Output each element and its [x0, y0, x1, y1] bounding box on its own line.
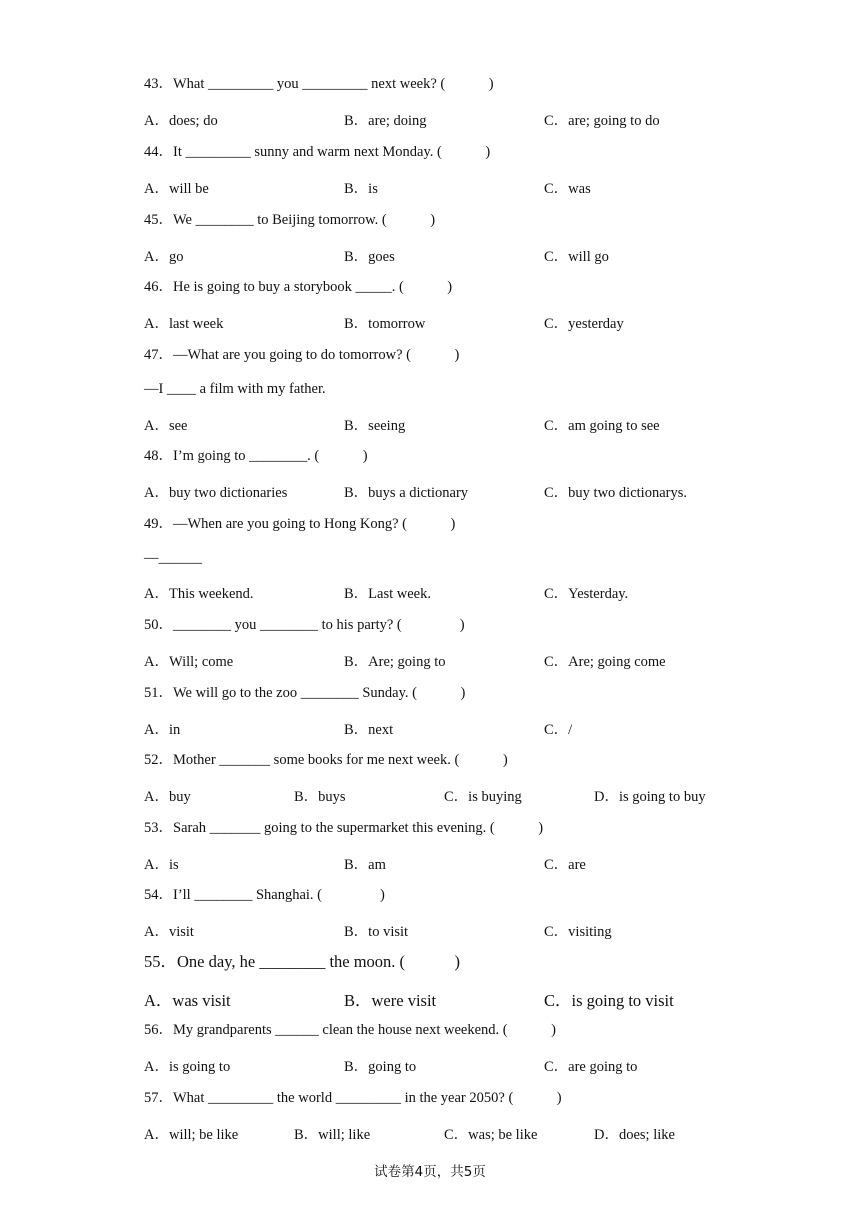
- question-50-stem: 50．________ you ________ to his party? ( ): [144, 617, 465, 633]
- question-53-stem: 53．Sarah _______ going to the supermarket this evening. ( ): [144, 820, 544, 836]
- option-51-b: B．next: [344, 722, 394, 738]
- option-44-b: B．is: [344, 181, 378, 197]
- option-50-c: C．Are; going come: [544, 654, 666, 670]
- option-44-c: C．was: [544, 181, 591, 197]
- option-55-a: A．was visit: [144, 991, 231, 1010]
- option-52-d: D．is going to buy: [594, 789, 706, 805]
- option-45-b: B．goes: [344, 249, 395, 265]
- option-54-b: B．to visit: [344, 924, 409, 940]
- option-49-c: C．Yesterday.: [544, 586, 629, 602]
- option-51-a: A．in: [144, 722, 181, 738]
- question-54-stem: 54．I’ll ________ Shanghai. ( ): [144, 887, 385, 903]
- option-52-a: A．buy: [144, 789, 191, 805]
- option-52-c: C．is buying: [444, 789, 522, 805]
- option-48-a: A．buy two dictionaries: [144, 485, 288, 501]
- option-44-a: A．will be: [144, 181, 209, 197]
- question-46-stem: 46．He is going to buy a storybook _____. ( ): [144, 279, 453, 295]
- option-57-d: D．does; like: [594, 1127, 675, 1143]
- option-55-c: C．is going to visit: [544, 991, 674, 1010]
- question-44-stem: 44．It _________ sunny and warm next Monday. ( ): [144, 144, 491, 160]
- page-footer: 试卷第4页，共5页: [374, 1164, 486, 1180]
- option-47-c: C．am going to see: [544, 418, 660, 434]
- option-49-a: A．This weekend.: [144, 586, 254, 602]
- option-54-a: A．visit: [144, 924, 194, 940]
- option-50-a: A．Will; come: [144, 654, 234, 670]
- question-49-answer-line: —______: [144, 550, 202, 566]
- question-43-stem: 43．What _________ you _________ next week? ( ): [144, 76, 494, 92]
- question-57-stem: 57．What _________ the world _________ in the year 2050? ( ): [144, 1090, 562, 1106]
- option-53-b: B．am: [344, 857, 386, 873]
- option-54-c: C．visiting: [544, 924, 612, 940]
- option-52-b: B．buys: [294, 789, 346, 805]
- option-46-a: A．last week: [144, 316, 224, 332]
- option-56-c: C．are going to: [544, 1059, 638, 1075]
- option-57-c: C．was; be like: [444, 1127, 538, 1143]
- option-48-c: C．buy two dictionarys.: [544, 485, 687, 501]
- option-50-b: B．Are; going to: [344, 654, 446, 670]
- option-43-c: C．are; going to do: [544, 113, 660, 129]
- question-56-stem: 56．My grandparents ______ clean the house next weekend. ( ): [144, 1022, 556, 1038]
- option-57-a: A．will; be like: [144, 1127, 239, 1143]
- option-45-c: C．will go: [544, 249, 609, 265]
- option-55-b: B．were visit: [344, 991, 437, 1010]
- option-43-a: A．does; do: [144, 113, 218, 129]
- option-48-b: B．buys a dictionary: [344, 485, 469, 501]
- option-53-c: C．are: [544, 857, 586, 873]
- option-53-a: A．is: [144, 857, 179, 873]
- question-55-stem: 55．One day, he ________ the moon. ( ): [144, 952, 461, 971]
- option-46-b: B．tomorrow: [344, 316, 426, 332]
- option-45-a: A．go: [144, 249, 184, 265]
- option-47-a: A．see: [144, 418, 188, 434]
- question-45-stem: 45．We ________ to Beijing tomorrow. ( ): [144, 212, 436, 228]
- option-57-b: B．will; like: [294, 1127, 371, 1143]
- question-48-stem: 48．I’m going to ________. ( ): [144, 448, 368, 464]
- question-47-answer-line: —I ____ a film with my father.: [144, 381, 326, 397]
- option-51-c: C．/: [544, 722, 573, 738]
- option-49-b: B．Last week.: [344, 586, 431, 602]
- option-56-a: A．is going to: [144, 1059, 231, 1075]
- question-51-stem: 51．We will go to the zoo ________ Sunday. ( ): [144, 685, 466, 701]
- question-47-stem: 47．—What are you going to do tomorrow? ( ): [144, 347, 460, 363]
- question-49-stem: 49．—When are you going to Hong Kong? ( ): [144, 516, 456, 532]
- option-46-c: C．yesterday: [544, 316, 624, 332]
- option-47-b: B．seeing: [344, 418, 406, 434]
- option-43-b: B．are; doing: [344, 113, 427, 129]
- option-56-b: B．going to: [344, 1059, 417, 1075]
- question-52-stem: 52．Mother _______ some books for me next week. ( ): [144, 752, 508, 768]
